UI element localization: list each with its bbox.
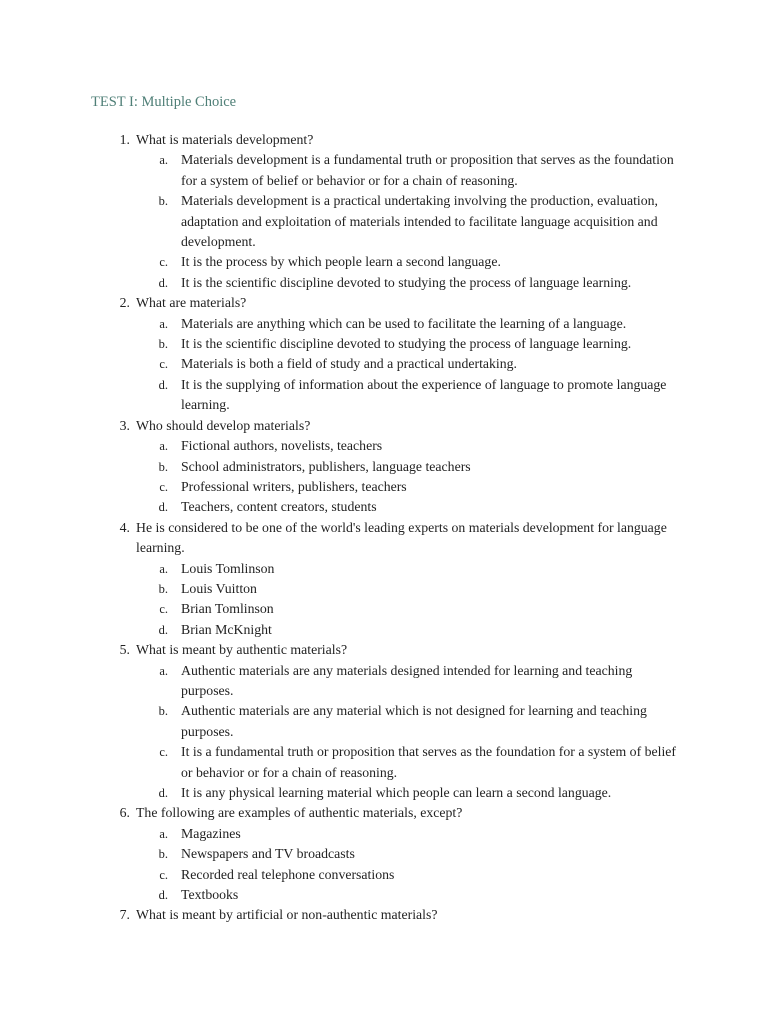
question-text: What are materials? (136, 295, 247, 311)
option-text: Materials is both a field of study and a practical undertaking. (181, 356, 518, 372)
option-item (0, 579, 768, 599)
option-letter: c. (159, 255, 168, 270)
option-letter: d. (158, 377, 168, 392)
question-number: 3. (119, 417, 130, 433)
option-item (0, 701, 768, 742)
option-item (0, 191, 768, 252)
question-item (0, 416, 768, 518)
option-item (0, 599, 768, 619)
option-text: Textbooks (181, 887, 239, 903)
option-text: Brian Tomlinson (181, 601, 274, 617)
question-list (0, 130, 768, 926)
option-text: School administrators, publishers, language teachers (181, 458, 471, 474)
option-letter: b. (158, 704, 168, 719)
option-item (0, 477, 768, 497)
option-text: Recorded real telephone conversations (181, 866, 395, 882)
option-letter: a. (159, 826, 168, 841)
option-text: It is the scientific discipline devoted to studying the process of language learning. (181, 336, 632, 352)
option-letter: c. (159, 357, 168, 372)
option-text: Professional writers, publishers, teachers (181, 478, 407, 494)
option-item (0, 885, 768, 905)
option-text: Louis Tomlinson (181, 560, 275, 576)
question-number: 6. (119, 805, 130, 821)
question-item (0, 905, 768, 925)
option-text: Louis Vuitton (181, 580, 257, 596)
option-text: Teachers, content creators, students (181, 499, 377, 515)
option-item (0, 252, 768, 272)
option-text: It is the supplying of information about the experience of language to promote language learning. (181, 376, 667, 413)
question-number: 2. (119, 295, 130, 311)
option-item (0, 436, 768, 456)
option-text: Authentic materials are any materials designed intended for learning and teaching purposes. (181, 662, 633, 698)
question-text: The following are examples of authentic materials, except? (136, 805, 463, 821)
question-item (0, 640, 768, 803)
option-letter: d. (158, 622, 168, 637)
option-letter: b. (158, 847, 168, 862)
question-number: 1. (119, 132, 130, 147)
option-letter: d. (158, 786, 168, 800)
option-list (0, 559, 768, 641)
option-item (0, 824, 768, 844)
option-list (0, 661, 768, 804)
option-list (0, 314, 768, 416)
option-item (0, 314, 768, 334)
option-item (0, 783, 768, 803)
option-letter: b. (158, 581, 168, 596)
option-item (0, 661, 768, 702)
option-letter: b. (158, 459, 168, 474)
option-item (0, 844, 768, 864)
option-letter: c. (159, 867, 168, 882)
option-item (0, 497, 768, 517)
option-list (0, 824, 768, 906)
option-list (0, 150, 768, 293)
option-item (0, 620, 768, 640)
option-letter: d. (158, 275, 168, 290)
question-item (0, 518, 768, 640)
question-text: What is meant by authentic materials? (136, 642, 348, 658)
test-heading: TEST I: Multiple Choice (91, 94, 237, 110)
question-item (0, 130, 768, 293)
option-text: Materials development is a fundamental truth or proposition that serves as the foundation for a system of belief or behavior or for a chain of reasoning. (181, 152, 674, 188)
option-letter: b. (158, 337, 168, 352)
option-letter: c. (159, 745, 168, 760)
question-text: Who should develop materials? (136, 417, 311, 433)
option-letter: a. (159, 153, 168, 168)
option-letter: d. (158, 500, 168, 515)
question-number: 7. (119, 907, 130, 923)
option-text: Magazines (181, 825, 241, 841)
option-item (0, 150, 768, 191)
option-letter: a. (159, 663, 168, 678)
option-letter: b. (158, 194, 168, 209)
option-letter: a. (159, 439, 168, 454)
question-text: He is considered to be one of the world's leading experts on materials development for language learning. (136, 519, 667, 556)
option-text: Fictional authors, novelists, teachers (181, 438, 383, 454)
question-number: 4. (119, 519, 130, 535)
option-letter: a. (159, 316, 168, 331)
option-item (0, 334, 768, 354)
option-text: It is the process by which people learn a second language. (181, 254, 501, 270)
option-letter: a. (159, 561, 168, 576)
option-letter: c. (159, 602, 168, 617)
option-text: It is any physical learning material which people can learn a second language. (181, 785, 612, 800)
option-text: It is the scientific discipline devoted to studying the process of language learning. (181, 274, 632, 290)
option-letter: d. (158, 888, 168, 903)
option-list (0, 436, 768, 518)
option-item (0, 375, 768, 416)
option-text: Newspapers and TV broadcasts (181, 846, 355, 862)
question-item (0, 803, 768, 905)
question-text: What is materials development? (136, 132, 314, 147)
option-item (0, 354, 768, 374)
option-text: Materials are anything which can be used to facilitate the learning of a language. (181, 315, 627, 331)
option-text: Brian McKnight (181, 621, 272, 637)
option-text: Materials development is a practical undertaking involving the production, evaluation, adaptation and exploitation of materials intended to facilitate language acquisition and development. (181, 193, 659, 250)
option-item (0, 742, 768, 783)
option-item (0, 865, 768, 885)
option-item (0, 273, 768, 293)
option-text: It is a fundamental truth or proposition that serves as the foundation for a system of belief or behavior or for a chain of reasoning. (181, 744, 677, 780)
question-text: What is meant by artificial or non-authentic materials? (136, 907, 438, 923)
option-letter: c. (159, 479, 168, 494)
option-item (0, 457, 768, 477)
option-text: Authentic materials are any material which is not designed for learning and teaching purposes. (181, 703, 647, 739)
question-number: 5. (119, 642, 130, 658)
option-item (0, 559, 768, 579)
question-item (0, 293, 768, 415)
